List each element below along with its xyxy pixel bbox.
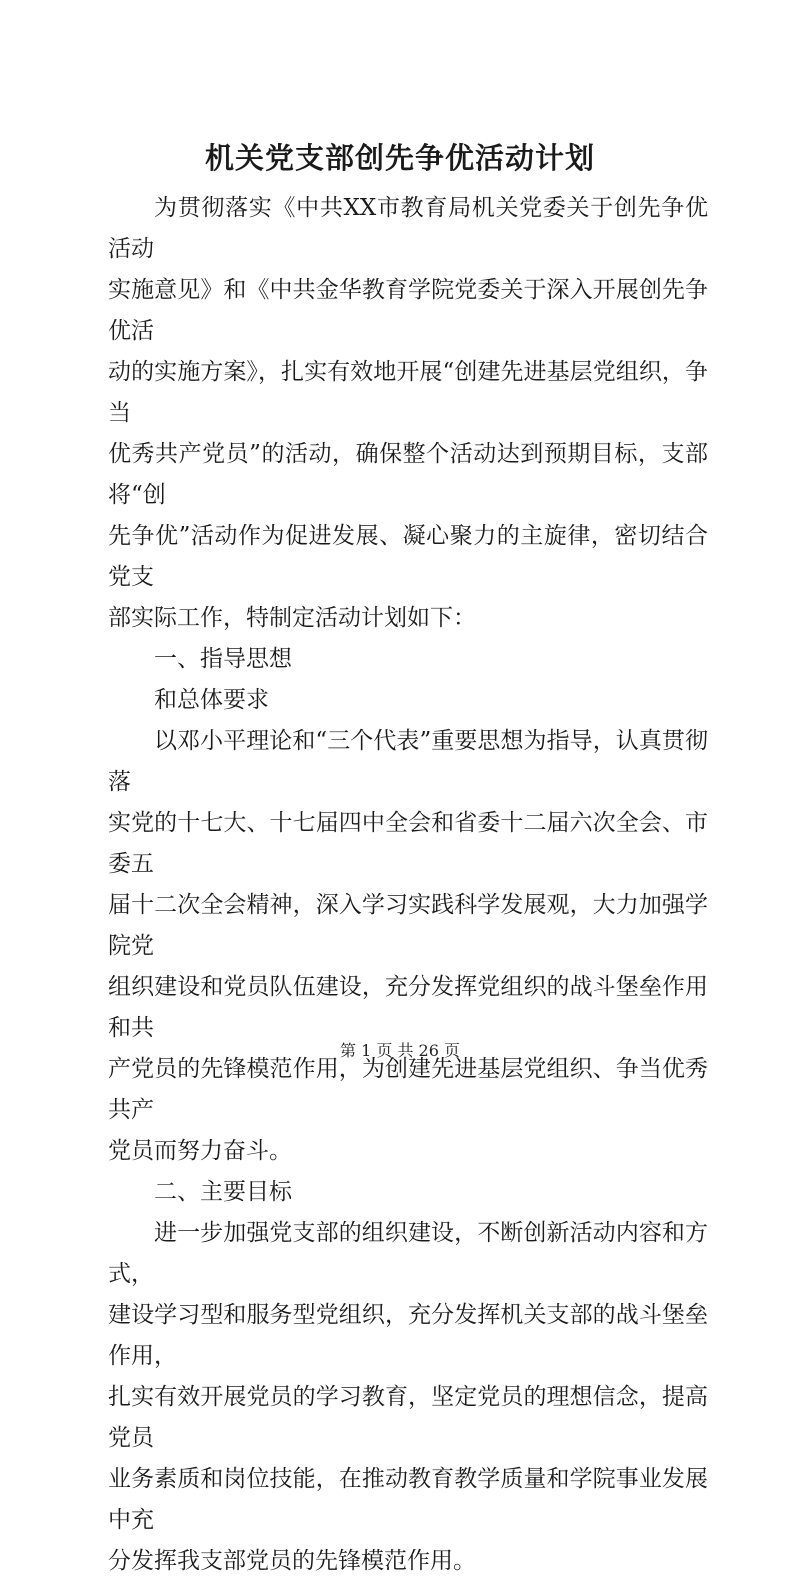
main-goals-paragraph: 进一步加强党支部的组织建设，不断创新活动内容和方式， 建设学习型和服务型党组织，充分发挥机关支部的战斗堡垒作用， 扎实有效开展党员的学习教育，坚定党员的理想信念，提高党员 业务素质和岗位技能，在推动教育教学质量和学院事业发展中充 分发挥我支部党员的先锋模范作用。 [108, 1220, 708, 1574]
section-heading-main-goals: 二、主要目标 [154, 1179, 292, 1205]
section-heading-guiding-ideology: 一、指导思想 [154, 646, 292, 672]
section-heading-overall-requirements: 和总体要求 [154, 687, 269, 713]
guiding-ideology-paragraph: 以邓小平理论和“三个代表”重要思想为指导，认真贯彻落 实党的十七大、十七届四中全会和省委十二届六次全会、市委五 届十二次全会精神，深入学习实践科学发展观，大力加强学院党 组织建设和党员队伍建设，充分发挥党组织的战斗堡垒作用和共 产党员的先锋模范作用，为创建先进基层党组织、争当优秀共产 党员而努力奋斗。 [108, 728, 708, 1164]
page-number-footer: 第 1 页 共 26 页 [340, 1041, 460, 1060]
document-body [108, 188, 708, 1582]
document-title: 机关党支部创先争优活动计划 [204, 141, 595, 175]
intro-paragraph: 为贯彻落实《中共XX市教育局机关党委关于创先争优活动 实施意见》和《中共金华教育学院党委关于深入开展创先争优活 动的实施方案》，扎实有效地开展“创建先进基层党组织，争当 优秀共产党员”的活动，确保整个活动达到预期目标，支部将“创 先争优”活动作为促进发展、凝心聚力的主旋律，密切结合党支 部实际工作，特制定活动计划如下： [108, 195, 708, 631]
